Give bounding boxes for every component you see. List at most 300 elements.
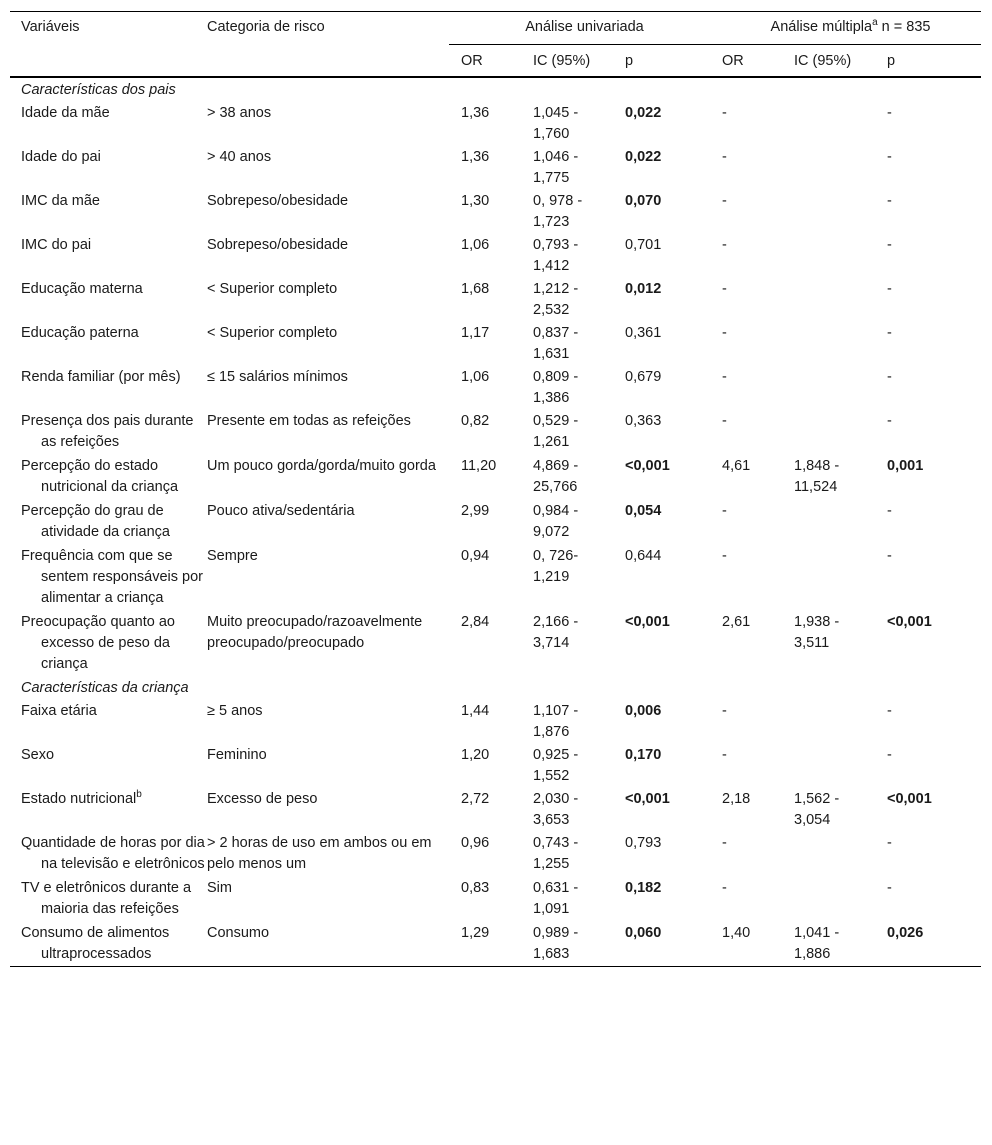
row-or-multiple-cell: [720, 876, 794, 921]
row-risk-category-cell: [207, 699, 449, 743]
header-univariate-label: Análise univariada: [525, 19, 644, 35]
row-p-cell: [625, 189, 720, 233]
row-or-cell: [449, 101, 533, 145]
row-p-multiple-cell: [887, 454, 981, 499]
row-or-multiple: 4,61: [722, 458, 751, 474]
row-ic: 0,743 - 1,255: [533, 835, 579, 872]
row-p: <0,001: [625, 791, 670, 807]
row-ic-multiple-cell: [794, 610, 887, 676]
row-or-multiple-cell: [720, 321, 794, 365]
row-p: 0,022: [625, 105, 662, 121]
row-p-multiple: 0,026: [887, 925, 924, 941]
row-ic-cell: [533, 699, 625, 743]
row-or-cell: [449, 277, 533, 321]
row-risk-category: < Superior completo: [207, 325, 338, 341]
row-p-cell: [625, 876, 720, 921]
row-p-multiple-cell: [887, 831, 981, 876]
row-risk-category: Muito preocupado/razoavelmente preocupado/preocupado: [207, 614, 423, 651]
row-variable-cell: [10, 499, 207, 544]
row-ic-multiple-cell: [794, 787, 887, 831]
row-ic-multiple: 1,562 - 3,054: [794, 791, 840, 828]
table-row: [10, 876, 981, 921]
row-ic: 0, 978 - 1,723: [533, 193, 583, 230]
header-or-multiple: OR: [720, 45, 794, 78]
row-or-multiple-cell: [720, 699, 794, 743]
row-or-multiple: -: [722, 149, 727, 165]
header-empty-2: [207, 45, 449, 78]
row-risk-category: > 38 anos: [207, 105, 272, 121]
row-ic-multiple-cell: [794, 409, 887, 454]
row-p-multiple: -: [887, 835, 892, 851]
row-or: 11,20: [461, 458, 497, 474]
row-p-multiple-cell: [887, 409, 981, 454]
row-p-cell: [625, 409, 720, 454]
row-p-cell: [625, 743, 720, 787]
row-or-cell: [449, 831, 533, 876]
header-univariate-group: [449, 12, 720, 45]
row-p-multiple-cell: [887, 787, 981, 831]
row-p: 0,006: [625, 703, 662, 719]
row-p-multiple-cell: [887, 321, 981, 365]
row-variable: Percepção do estado nutricional da criança: [21, 458, 179, 495]
row-p: 0,793: [625, 835, 662, 851]
row-risk-category: Pouco ativa/sedentária: [207, 503, 355, 519]
header-risk-category: Categoria de risco: [207, 12, 449, 45]
row-or: 2,99: [461, 503, 490, 519]
row-or-cell: [449, 233, 533, 277]
row-p-multiple: -: [887, 369, 892, 385]
table-row: [10, 365, 981, 409]
row-variable: Quantidade de horas por dia na televisão e eletrônicos: [21, 835, 205, 872]
row-risk-category-cell: [207, 743, 449, 787]
row-or: 0,96: [461, 835, 490, 851]
row-p-multiple-cell: [887, 743, 981, 787]
row-or: 1,29: [461, 925, 490, 941]
row-ic-cell: [533, 277, 625, 321]
row-risk-category: Presente em todas as refeições: [207, 413, 411, 429]
row-or-multiple: 1,40: [722, 925, 751, 941]
row-variable: Frequência com que se sentem responsáveis por alimentar a criança: [21, 548, 203, 606]
row-p-multiple: <0,001: [887, 614, 932, 630]
row-p: 0,060: [625, 925, 662, 941]
row-variable: Percepção do grau de atividade da criança: [21, 503, 170, 540]
row-ic-multiple-cell: [794, 831, 887, 876]
row-variable-cell: [10, 233, 207, 277]
row-variable: Preocupação quanto ao excesso de peso da criança: [21, 614, 175, 672]
row-risk-category: Excesso de peso: [207, 791, 318, 807]
row-p-multiple: -: [887, 193, 892, 209]
row-or-cell: [449, 610, 533, 676]
row-p-cell: [625, 365, 720, 409]
row-ic-multiple-cell: [794, 743, 887, 787]
row-risk-category: Consumo: [207, 925, 270, 941]
row-or: 1,20: [461, 747, 490, 763]
table-row: [10, 454, 981, 499]
row-p-multiple-cell: [887, 233, 981, 277]
table-row: [10, 699, 981, 743]
section-row: [10, 676, 981, 699]
table-row: [10, 277, 981, 321]
row-p-multiple-cell: [887, 101, 981, 145]
row-p-multiple-cell: [887, 189, 981, 233]
row-risk-category: Feminino: [207, 747, 267, 763]
row-variable-cell: [10, 544, 207, 610]
row-ic: 1,045 - 1,760: [533, 105, 579, 142]
row-variable: Idade da mãe: [21, 105, 110, 121]
row-p: 0,679: [625, 369, 662, 385]
row-ic-multiple-cell: [794, 101, 887, 145]
row-p-multiple: <0,001: [887, 791, 932, 807]
table-row: [10, 101, 981, 145]
row-ic-cell: [533, 101, 625, 145]
header-ic: IC (95%): [533, 45, 625, 78]
row-p-cell: [625, 921, 720, 967]
row-or-cell: [449, 743, 533, 787]
row-ic: 4,869 - 25,766: [533, 458, 579, 495]
header-multiple-group: [720, 12, 981, 45]
row-or-cell: [449, 365, 533, 409]
row-or-multiple-cell: [720, 189, 794, 233]
row-p-multiple: 0,001: [887, 458, 924, 474]
row-p-cell: [625, 499, 720, 544]
row-p-cell: [625, 145, 720, 189]
row-p-multiple: -: [887, 703, 892, 719]
row-ic-multiple-cell: [794, 189, 887, 233]
row-p-multiple-cell: [887, 876, 981, 921]
row-or-cell: [449, 145, 533, 189]
row-or: 2,72: [461, 791, 490, 807]
row-risk-category: > 40 anos: [207, 149, 272, 165]
row-or-multiple: -: [722, 325, 727, 341]
row-p-cell: [625, 699, 720, 743]
row-p-multiple-cell: [887, 277, 981, 321]
row-p-multiple: -: [887, 880, 892, 896]
row-variable-cell: [10, 277, 207, 321]
row-variable: IMC do pai: [21, 237, 92, 253]
row-ic-cell: [533, 610, 625, 676]
section-title: Características da criança: [21, 680, 189, 696]
row-ic: 2,030 - 3,653: [533, 791, 579, 828]
row-or: 1,06: [461, 237, 490, 253]
row-or-cell: [449, 876, 533, 921]
row-or-multiple: 2,18: [722, 791, 751, 807]
row-risk-category-cell: [207, 145, 449, 189]
row-or-multiple: -: [722, 237, 727, 253]
row-ic-cell: [533, 876, 625, 921]
row-or: 1,30: [461, 193, 490, 209]
row-ic: 0,809 - 1,386: [533, 369, 579, 406]
odds-ratio-table: [10, 11, 981, 967]
row-or-multiple-cell: [720, 277, 794, 321]
row-risk-category: ≤ 15 salários mínimos: [207, 369, 348, 385]
table-row: [10, 831, 981, 876]
row-variable: Renda familiar (por mês): [21, 369, 181, 385]
row-p-multiple: -: [887, 413, 892, 429]
row-risk-category-cell: [207, 189, 449, 233]
row-or: 1,68: [461, 281, 490, 297]
header-p: p: [625, 45, 720, 78]
row-p-multiple-cell: [887, 610, 981, 676]
row-ic: 0,984 - 9,072: [533, 503, 579, 540]
row-ic-cell: [533, 787, 625, 831]
row-variable: TV e eletrônicos durante a maioria das refeições: [21, 880, 192, 917]
row-p-multiple: -: [887, 747, 892, 763]
row-or-multiple: -: [722, 105, 727, 121]
table-row: [10, 787, 981, 831]
row-ic-cell: [533, 409, 625, 454]
row-ic-multiple-cell: [794, 699, 887, 743]
row-or-cell: [449, 321, 533, 365]
row-variable-cell: [10, 699, 207, 743]
row-or-multiple-cell: [720, 921, 794, 967]
row-p: 0,701: [625, 237, 662, 253]
row-ic-multiple-cell: [794, 145, 887, 189]
row-ic-multiple-cell: [794, 454, 887, 499]
row-or-multiple: -: [722, 548, 727, 564]
row-or: 1,44: [461, 703, 490, 719]
row-variable: Educação paterna: [21, 325, 139, 341]
row-p: 0,022: [625, 149, 662, 165]
row-risk-category: ≥ 5 anos: [207, 703, 263, 719]
row-risk-category: Sobrepeso/obesidade: [207, 237, 349, 253]
row-ic-multiple-cell: [794, 921, 887, 967]
row-or-multiple-cell: [720, 454, 794, 499]
table-row: [10, 189, 981, 233]
row-p-cell: [625, 277, 720, 321]
table-row: [10, 921, 981, 967]
row-p-multiple-cell: [887, 145, 981, 189]
row-p: 0,182: [625, 880, 662, 896]
row-or-multiple: -: [722, 747, 727, 763]
header-multiple-n: n = 835: [877, 19, 931, 35]
header-ic-multiple: IC (95%): [794, 45, 887, 78]
row-ic: 0,529 - 1,261: [533, 413, 579, 450]
row-or-multiple: -: [722, 369, 727, 385]
row-risk-category-cell: [207, 409, 449, 454]
row-risk-category: Um pouco gorda/gorda/muito gorda: [207, 458, 436, 474]
row-risk-category-cell: [207, 831, 449, 876]
row-ic: 1,212 - 2,532: [533, 281, 579, 318]
row-p-cell: [625, 787, 720, 831]
row-or-multiple-cell: [720, 499, 794, 544]
row-ic-multiple: 1,938 - 3,511: [794, 614, 840, 651]
row-variable-cell: [10, 321, 207, 365]
row-risk-category: > 2 horas de uso em ambos ou em pelo menos um: [207, 835, 432, 872]
row-p: 0,054: [625, 503, 662, 519]
row-p-multiple-cell: [887, 699, 981, 743]
row-ic: 0,631 - 1,091: [533, 880, 579, 917]
row-p: 0,012: [625, 281, 662, 297]
row-risk-category-cell: [207, 544, 449, 610]
row-ic: 0, 726- 1,219: [533, 548, 579, 585]
row-ic-multiple-cell: [794, 544, 887, 610]
row-risk-category: Sim: [207, 880, 232, 896]
row-variable-cell: [10, 365, 207, 409]
row-ic: 0,793 - 1,412: [533, 237, 579, 274]
row-p: 0,170: [625, 747, 662, 763]
row-ic-multiple-cell: [794, 365, 887, 409]
row-p-multiple: -: [887, 325, 892, 341]
row-p-cell: [625, 321, 720, 365]
row-risk-category-cell: [207, 365, 449, 409]
row-ic: 2,166 - 3,714: [533, 614, 579, 651]
row-p: <0,001: [625, 614, 670, 630]
row-risk-category-cell: [207, 454, 449, 499]
row-ic-cell: [533, 921, 625, 967]
row-variable-cell: [10, 876, 207, 921]
row-p-cell: [625, 454, 720, 499]
row-or-multiple-cell: [720, 409, 794, 454]
row-or-multiple-cell: [720, 365, 794, 409]
header-row-1: [10, 12, 981, 45]
row-ic-cell: [533, 145, 625, 189]
table-row: [10, 499, 981, 544]
table-row: [10, 145, 981, 189]
row-or-cell: [449, 189, 533, 233]
header-row-2: [10, 45, 981, 78]
header-p-multiple: p: [887, 45, 981, 78]
row-ic-multiple-cell: [794, 499, 887, 544]
row-ic: 0,989 - 1,683: [533, 925, 579, 962]
row-p: 0,070: [625, 193, 662, 209]
row-or: 0,82: [461, 413, 490, 429]
row-or-multiple-cell: [720, 610, 794, 676]
row-ic-cell: [533, 831, 625, 876]
row-or: 0,83: [461, 880, 490, 896]
row-or-multiple: 2,61: [722, 614, 751, 630]
row-variable-cell: [10, 454, 207, 499]
row-p: 0,644: [625, 548, 662, 564]
row-variable: Idade do pai: [21, 149, 101, 165]
row-or-cell: [449, 409, 533, 454]
row-variable-cell: [10, 409, 207, 454]
row-or-multiple: -: [722, 703, 727, 719]
row-or-multiple-cell: [720, 831, 794, 876]
row-or-multiple: -: [722, 880, 727, 896]
row-variable: Faixa etária: [21, 703, 97, 719]
row-ic-cell: [533, 544, 625, 610]
row-ic-multiple-cell: [794, 321, 887, 365]
row-variable-cell: [10, 610, 207, 676]
row-ic-multiple: 1,848 - 11,524: [794, 458, 840, 495]
row-variable: Estado nutricional: [21, 791, 137, 807]
row-or-cell: [449, 544, 533, 610]
row-or: 1,06: [461, 369, 490, 385]
row-or-multiple-cell: [720, 145, 794, 189]
row-variable: Consumo de alimentos ultraprocessados: [21, 925, 170, 962]
row-p-cell: [625, 610, 720, 676]
table-row: [10, 544, 981, 610]
table-row: [10, 409, 981, 454]
table-row: [10, 233, 981, 277]
row-or-cell: [449, 921, 533, 967]
row-variable-cell: [10, 189, 207, 233]
row-or-cell: [449, 699, 533, 743]
row-ic: 0,925 - 1,552: [533, 747, 579, 784]
row-ic-cell: [533, 499, 625, 544]
row-p-multiple: -: [887, 548, 892, 564]
row-ic-multiple: 1,041 - 1,886: [794, 925, 840, 962]
table-row: [10, 321, 981, 365]
row-or-multiple: -: [722, 193, 727, 209]
row-p-multiple: -: [887, 237, 892, 253]
row-risk-category: Sempre: [207, 548, 258, 564]
header-multiple-sup: a: [872, 17, 878, 29]
table-row: [10, 610, 981, 676]
row-or-multiple: -: [722, 281, 727, 297]
row-p-multiple: -: [887, 149, 892, 165]
row-or-cell: [449, 454, 533, 499]
row-p-multiple: -: [887, 105, 892, 121]
row-risk-category: < Superior completo: [207, 281, 338, 297]
row-p-cell: [625, 101, 720, 145]
row-or-multiple: -: [722, 413, 727, 429]
row-or-multiple-cell: [720, 233, 794, 277]
row-ic-cell: [533, 365, 625, 409]
row-variable-cell: [10, 921, 207, 967]
row-p: 0,361: [625, 325, 662, 341]
row-risk-category-cell: [207, 876, 449, 921]
row-variable-cell: [10, 831, 207, 876]
header-variables: Variáveis: [10, 12, 207, 45]
row-or: 2,84: [461, 614, 490, 630]
header-multiple-label: Análise múltipla: [770, 19, 873, 35]
row-risk-category-cell: [207, 277, 449, 321]
row-or-cell: [449, 499, 533, 544]
row-or-multiple: -: [722, 503, 727, 519]
row-p: 0,363: [625, 413, 662, 429]
row-or-multiple-cell: [720, 743, 794, 787]
row-ic-cell: [533, 189, 625, 233]
row-or-cell: [449, 787, 533, 831]
row-risk-category-cell: [207, 321, 449, 365]
row-variable: Sexo: [21, 747, 55, 763]
row-p-cell: [625, 544, 720, 610]
row-ic-multiple-cell: [794, 277, 887, 321]
row-variable: IMC da mãe: [21, 193, 100, 209]
row-ic-cell: [533, 743, 625, 787]
row-ic-multiple-cell: [794, 876, 887, 921]
header-or: OR: [449, 45, 533, 78]
row-or: 1,17: [461, 325, 490, 341]
row-or: 1,36: [461, 105, 490, 121]
row-or: 0,94: [461, 548, 490, 564]
row-risk-category-cell: [207, 499, 449, 544]
row-p-multiple: -: [887, 281, 892, 297]
section-row: [10, 77, 981, 101]
row-ic-multiple-cell: [794, 233, 887, 277]
row-p: <0,001: [625, 458, 670, 474]
row-ic: 1,107 - 1,876: [533, 703, 579, 740]
row-risk-category-cell: [207, 610, 449, 676]
header-empty-1: [10, 45, 207, 78]
row-variable-cell: [10, 145, 207, 189]
row-or-multiple-cell: [720, 544, 794, 610]
row-risk-category: Sobrepeso/obesidade: [207, 193, 349, 209]
row-p-cell: [625, 831, 720, 876]
row-ic-cell: [533, 454, 625, 499]
row-ic: 0,837 - 1,631: [533, 325, 579, 362]
row-p-multiple: -: [887, 503, 892, 519]
row-variable-cell: [10, 787, 207, 831]
row-p-multiple-cell: [887, 544, 981, 610]
table-body: [10, 77, 981, 967]
row-variable-cell: [10, 743, 207, 787]
row-or-multiple-cell: [720, 101, 794, 145]
row-ic-cell: [533, 233, 625, 277]
row-p-cell: [625, 233, 720, 277]
row-p-multiple-cell: [887, 365, 981, 409]
